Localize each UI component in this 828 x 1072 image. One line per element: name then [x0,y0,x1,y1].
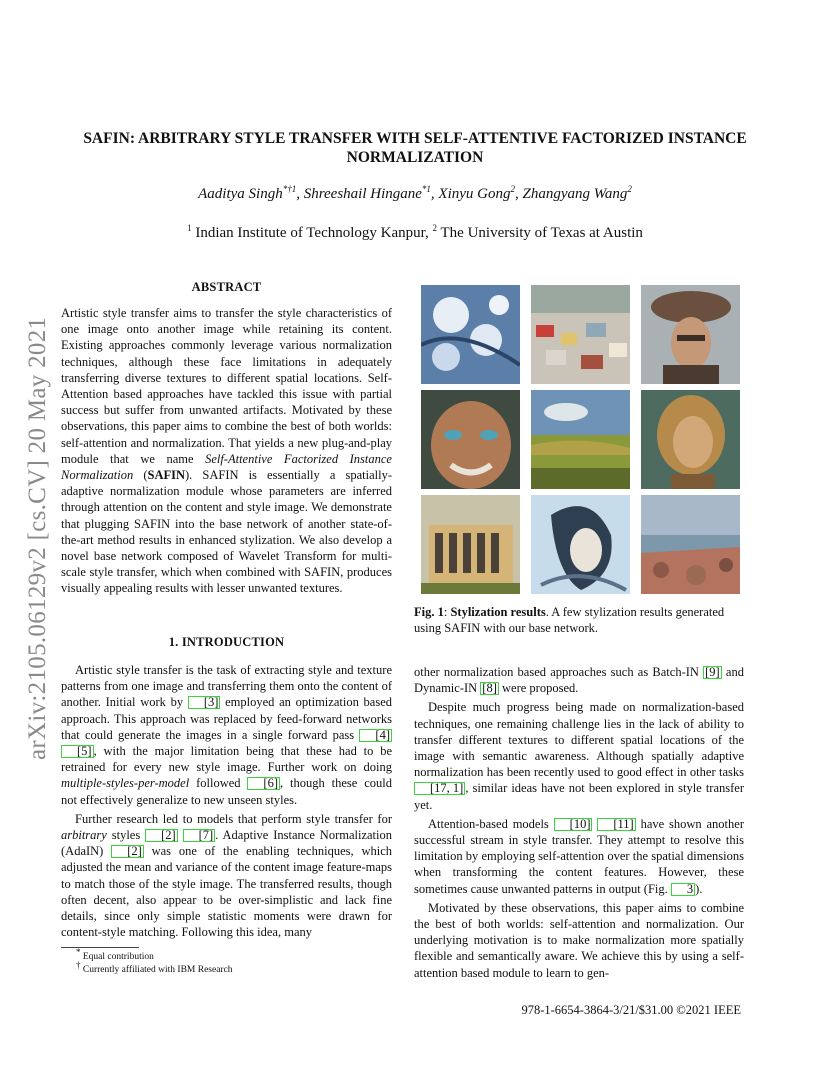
right-paragraph-1 [414,664,744,696]
stylized-image-flowers [421,285,520,384]
citation-link[interactable]: [2] [111,845,144,858]
text: have shown another successful stream in style transfer. They attempt to resolve this limitation by employing self-attention over the spatial dimensions when transforming the content features. However, these sometimes cause unwanted patterns in output (Fig. [414,816,744,896]
abstract-part: Artistic style transfer aims to transfer the style characteristics of one image onto another image while retaining its content. Existing approaches commonly leverage various normalization techniques, although these face limitations in adequately transferring diverse textures to different spatial locations. Self-Attention based approaches have tackled this issue with partial success but suffer from unwanted artifacts. Motivated by these observations, this paper aims to combine the best of both worlds: self-attention and normalization. That yields a new plug-and-play module that we name [61,306,392,466]
stylized-image-woman-sketch [531,495,630,594]
footnote-text: Equal contribution [82,952,154,963]
citation-link[interactable]: [11] [597,818,635,831]
intro-paragraph-1 [61,662,392,808]
citation-link[interactable]: [4] [359,729,392,742]
caption-text: . A few stylization results generated using SAFIN with our base network. [414,605,725,635]
author-name: Zhangyang Wang [522,186,628,202]
citation-link[interactable]: [3] [188,696,221,709]
footnote-2 [76,960,233,976]
stylized-image-rocky-shore [641,495,740,594]
author-sup: *†1 [282,184,297,194]
text: ). [695,881,703,896]
citation-link[interactable]: [9] [705,665,720,679]
text: . Adaptive Instance Normalization (AdaIN) [61,828,392,859]
module-acronym: SAFIN [147,468,186,483]
text: Despite much progress being made on normalization-based techniques, one remaining challenge lies in the lack of ability to transfer different textures to different spatial locations of the image with semantic awareness. Although spatially adaptive normalization has been recently used to good effect in other tasks [414,700,744,780]
citation-link[interactable]: [8] [482,681,497,696]
intro-heading: 1. INTRODUCTION [168,635,285,649]
footnote-text: Currently affiliated with IBM Research [82,965,233,976]
abstract-text: Artistic style transfer aims to transfer the style characteristics of one image onto another image while retaining its content. Existing approaches commonly leverage various normalization techniques, although these face limitations in adequately transferring diverse textures to different spatial locations. Self-Attention based approaches have tackled this issue with partial success but suffer from unwanted artifacts. Motivated by these observations, this paper aims to combine the best of both worlds: self-attention and normalization. That yields a new plug-and-play module that we name Self-Attentive Factorized Instance Normalization (SAFIN). SAFIN is essentially a spatially-adaptive normalization module whose parameters are inferred through attention on the content and style image. We demonstrate that plugging SAFIN into the base network of another state-of-the-art method results in enhanced stylization. We also develop a novel base network composed of Wavelet Transform for multi-scale style transfer, which when combined with SAFIN, produces visually appealing results with lesser unwanted textures. [61,306,392,596]
intro-paragraph-2 [61,811,392,941]
module-name: Self-Attentive Factorized Instance Normalization [61,451,392,483]
caption-title: Stylization results [450,605,546,619]
citation-link[interactable]: [5] [61,745,94,758]
stylization-figure [421,285,740,591]
text: Further research led to models that perform style transfer for [75,811,392,826]
affil-sup: 2 [432,223,438,233]
text: was one of the enabling techniques, which adjusted the mean and variance of the content image feature-maps to match those of the style image. The transferred results, though often decent, also appear to be over-simplistic and lack fine details, since only simple statistic moments were drawn for content-style matching. Following this idea, many [61,844,392,940]
paper-title: SAFIN: ARBITRARY STYLE TRANSFER WITH SELF-ATTENTIVE FACTORIZED INSTANCE NORMALIZATION [83,130,747,166]
stylized-image-old-man [421,390,520,489]
affiliation: The University of Texas at Austin [440,225,643,241]
citation-link[interactable]: [17, 1] [414,782,465,795]
text: Artistic style transfer is the task of extracting style and texture patterns from one image and transferring them onto the content of another. Initial work by [61,663,392,710]
citation-link[interactable]: [10] [554,818,593,831]
citation-link[interactable]: [2] [145,829,178,842]
text: , though these could not effectively generalize to new unseen styles. [61,776,392,807]
text: and Dynamic-IN [414,665,744,696]
text: employed an optimization based approach. This approach was replaced by feed-forward networks that could generate the images in a single forward pass [61,695,392,742]
author-name: Xinyu Gong [438,186,511,202]
author-list: Aaditya Singh$^{*\dagger 1}$, Shreeshail Hingane$^{*1}$, Xinyu Gong$^2$, Zhangyang Wang$^2$ [198,184,632,202]
stylized-image-building [421,495,520,594]
author-sup: 2 [627,184,632,194]
introduction-section [61,635,392,940]
right-paragraph-3 [414,816,744,897]
caption-sep: : [443,605,451,619]
affil-sup: 1 [187,223,192,233]
stylized-image-landscape [531,390,630,489]
emphasis: arbitrary [61,828,107,843]
text: styles [106,828,146,843]
abstract-section [61,280,392,597]
author-name: Shreeshail Hingane [303,186,422,202]
text: , similar ideas have not been explored in style transfer yet. [414,781,744,812]
footnote-rule [61,947,139,948]
emphasis: multiple-styles-per-model [61,776,190,791]
author-sup: *1 [421,184,431,194]
right-column [414,664,744,981]
text: followed [189,776,248,791]
figure-label: Fig. 1 [414,605,444,619]
author-sup: 2 [510,184,515,194]
figure-caption [414,604,744,636]
author-name: Aaditya Singh [198,186,283,202]
stylized-image-portrait-girl [641,390,740,489]
isbn-copyright: 978-1-6654-3864-3/21/$31.00 ©2021 IEEE [521,1003,741,1017]
stylized-image-portrait-man [641,285,740,384]
text: were proposed. [498,681,579,696]
right-paragraph-2 [414,699,744,812]
footnote-mark: * [76,947,81,957]
text: , with the major limitation being that these had to be retrained for every new style image. Further work on doing [61,744,392,775]
figure-link[interactable]: 3 [671,883,695,896]
text: Attention-based models [428,816,554,831]
arxiv-identifier: arXiv:2105.06129v2 [cs.CV] 20 May 2021 [24,316,51,760]
right-paragraph-4: Motivated by these observations, this paper aims to combine the best of both worlds: self-attention and normalization. Our underlying motivation is to make normalization more spatially flexible and semantically aware. We achieve this by using a self-attention based module to learn to gen- [414,900,744,980]
affiliation: Indian Institute of Technology Kanpur, [195,225,429,241]
citation-link[interactable]: [7] [183,829,216,842]
abstract-heading: ABSTRACT [191,280,262,294]
footnote-1 [76,947,154,963]
abstract-part: ). SAFIN is essentially a spatially-adaptive normalization module whose parameters are inferred through attention on the content and style image. We demonstrate that plugging SAFIN into the base network of another state-of-the-art method results in enhanced stylization. We also develop a novel base network composed of Wavelet Transform for multi-scale style transfer, which when combined with SAFIN, produces visually appealing results with lesser unwanted textures. [61,468,392,596]
citation-link[interactable]: [6] [247,777,280,790]
affiliations [70,225,760,242]
text: other normalization based approaches such as Batch-IN [414,665,704,679]
stylized-image-traffic [531,285,630,384]
footnote-mark: † [76,960,81,970]
